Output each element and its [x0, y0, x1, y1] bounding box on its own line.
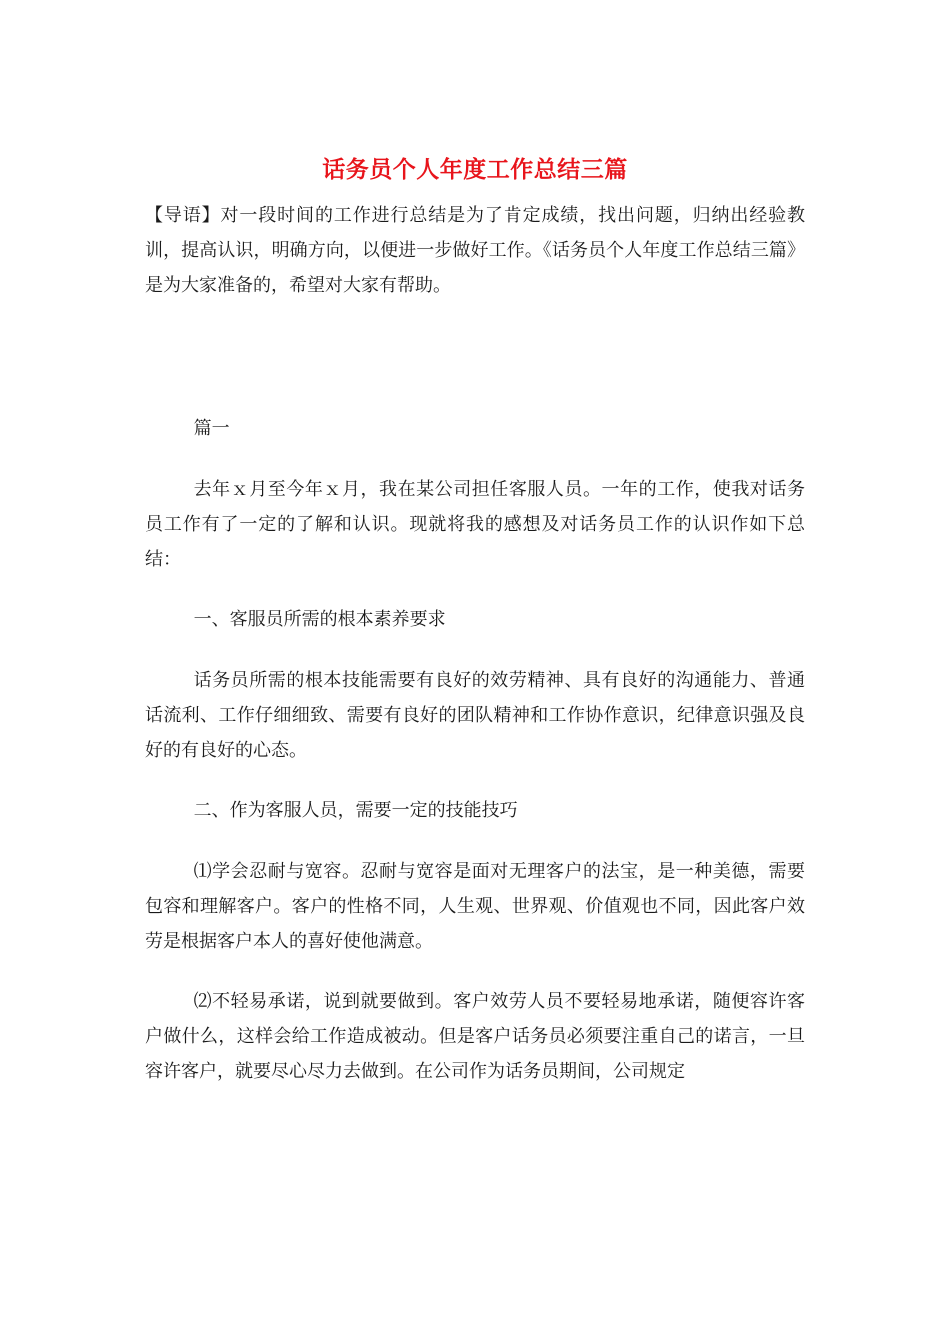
blank-space [145, 303, 805, 411]
subheading-1: 一、客服员所需的根本素养要求 [193, 609, 446, 630]
subheading-2: 二、作为客服人员，需要一定的技能技巧 [193, 800, 518, 821]
body-paragraph: 去年ｘ月至今年ｘ月，我在某公司担任客服人员。一年的工作，使我对话务员工作有了一定的了解和认识。现就将我的感想及对话务员工作的认识作如下总结： [145, 479, 805, 570]
section-label: 篇一 [193, 418, 230, 439]
body-paragraph: ⑵不轻易承诺，说到就要做到。客户效劳人员不要轻易地承诺，随便容许客户做什么，这样会给工作造成被动。但是客户话务员必须要注重自己的诺言，一旦容许客户，就要尽心尽力去做到。在公司作为话务员期间，公司规定 [145, 991, 805, 1082]
body-paragraph: ⑴学会忍耐与宽容。忍耐与宽容是面对无理客户的法宝，是一种美德，需要包容和理解客户。客户的性格不同，人生观、世界观、价值观也不同，因此客户效劳是根据客户本人的喜好使他满意。 [145, 861, 805, 952]
document-title: 话务员个人年度工作总结三篇 [322, 156, 628, 183]
document-page [145, 150, 805, 1114]
intro-paragraph: 【导语】对一段时间的工作进行总结是为了肯定成绩，找出问题，归纳出经验教训，提高认识，明确方向，以便进一步做好工作。《话务员个人年度工作总结三篇》是为大家准备的，希望对大家有帮助。 [145, 205, 805, 296]
body-paragraph: 话务员所需的根本技能需要有良好的效劳精神、具有良好的沟通能力、普通话流利、工作仔细细致、需要有良好的团队精神和工作协作意识，纪律意识强及良好的有良好的心态。 [145, 670, 805, 761]
